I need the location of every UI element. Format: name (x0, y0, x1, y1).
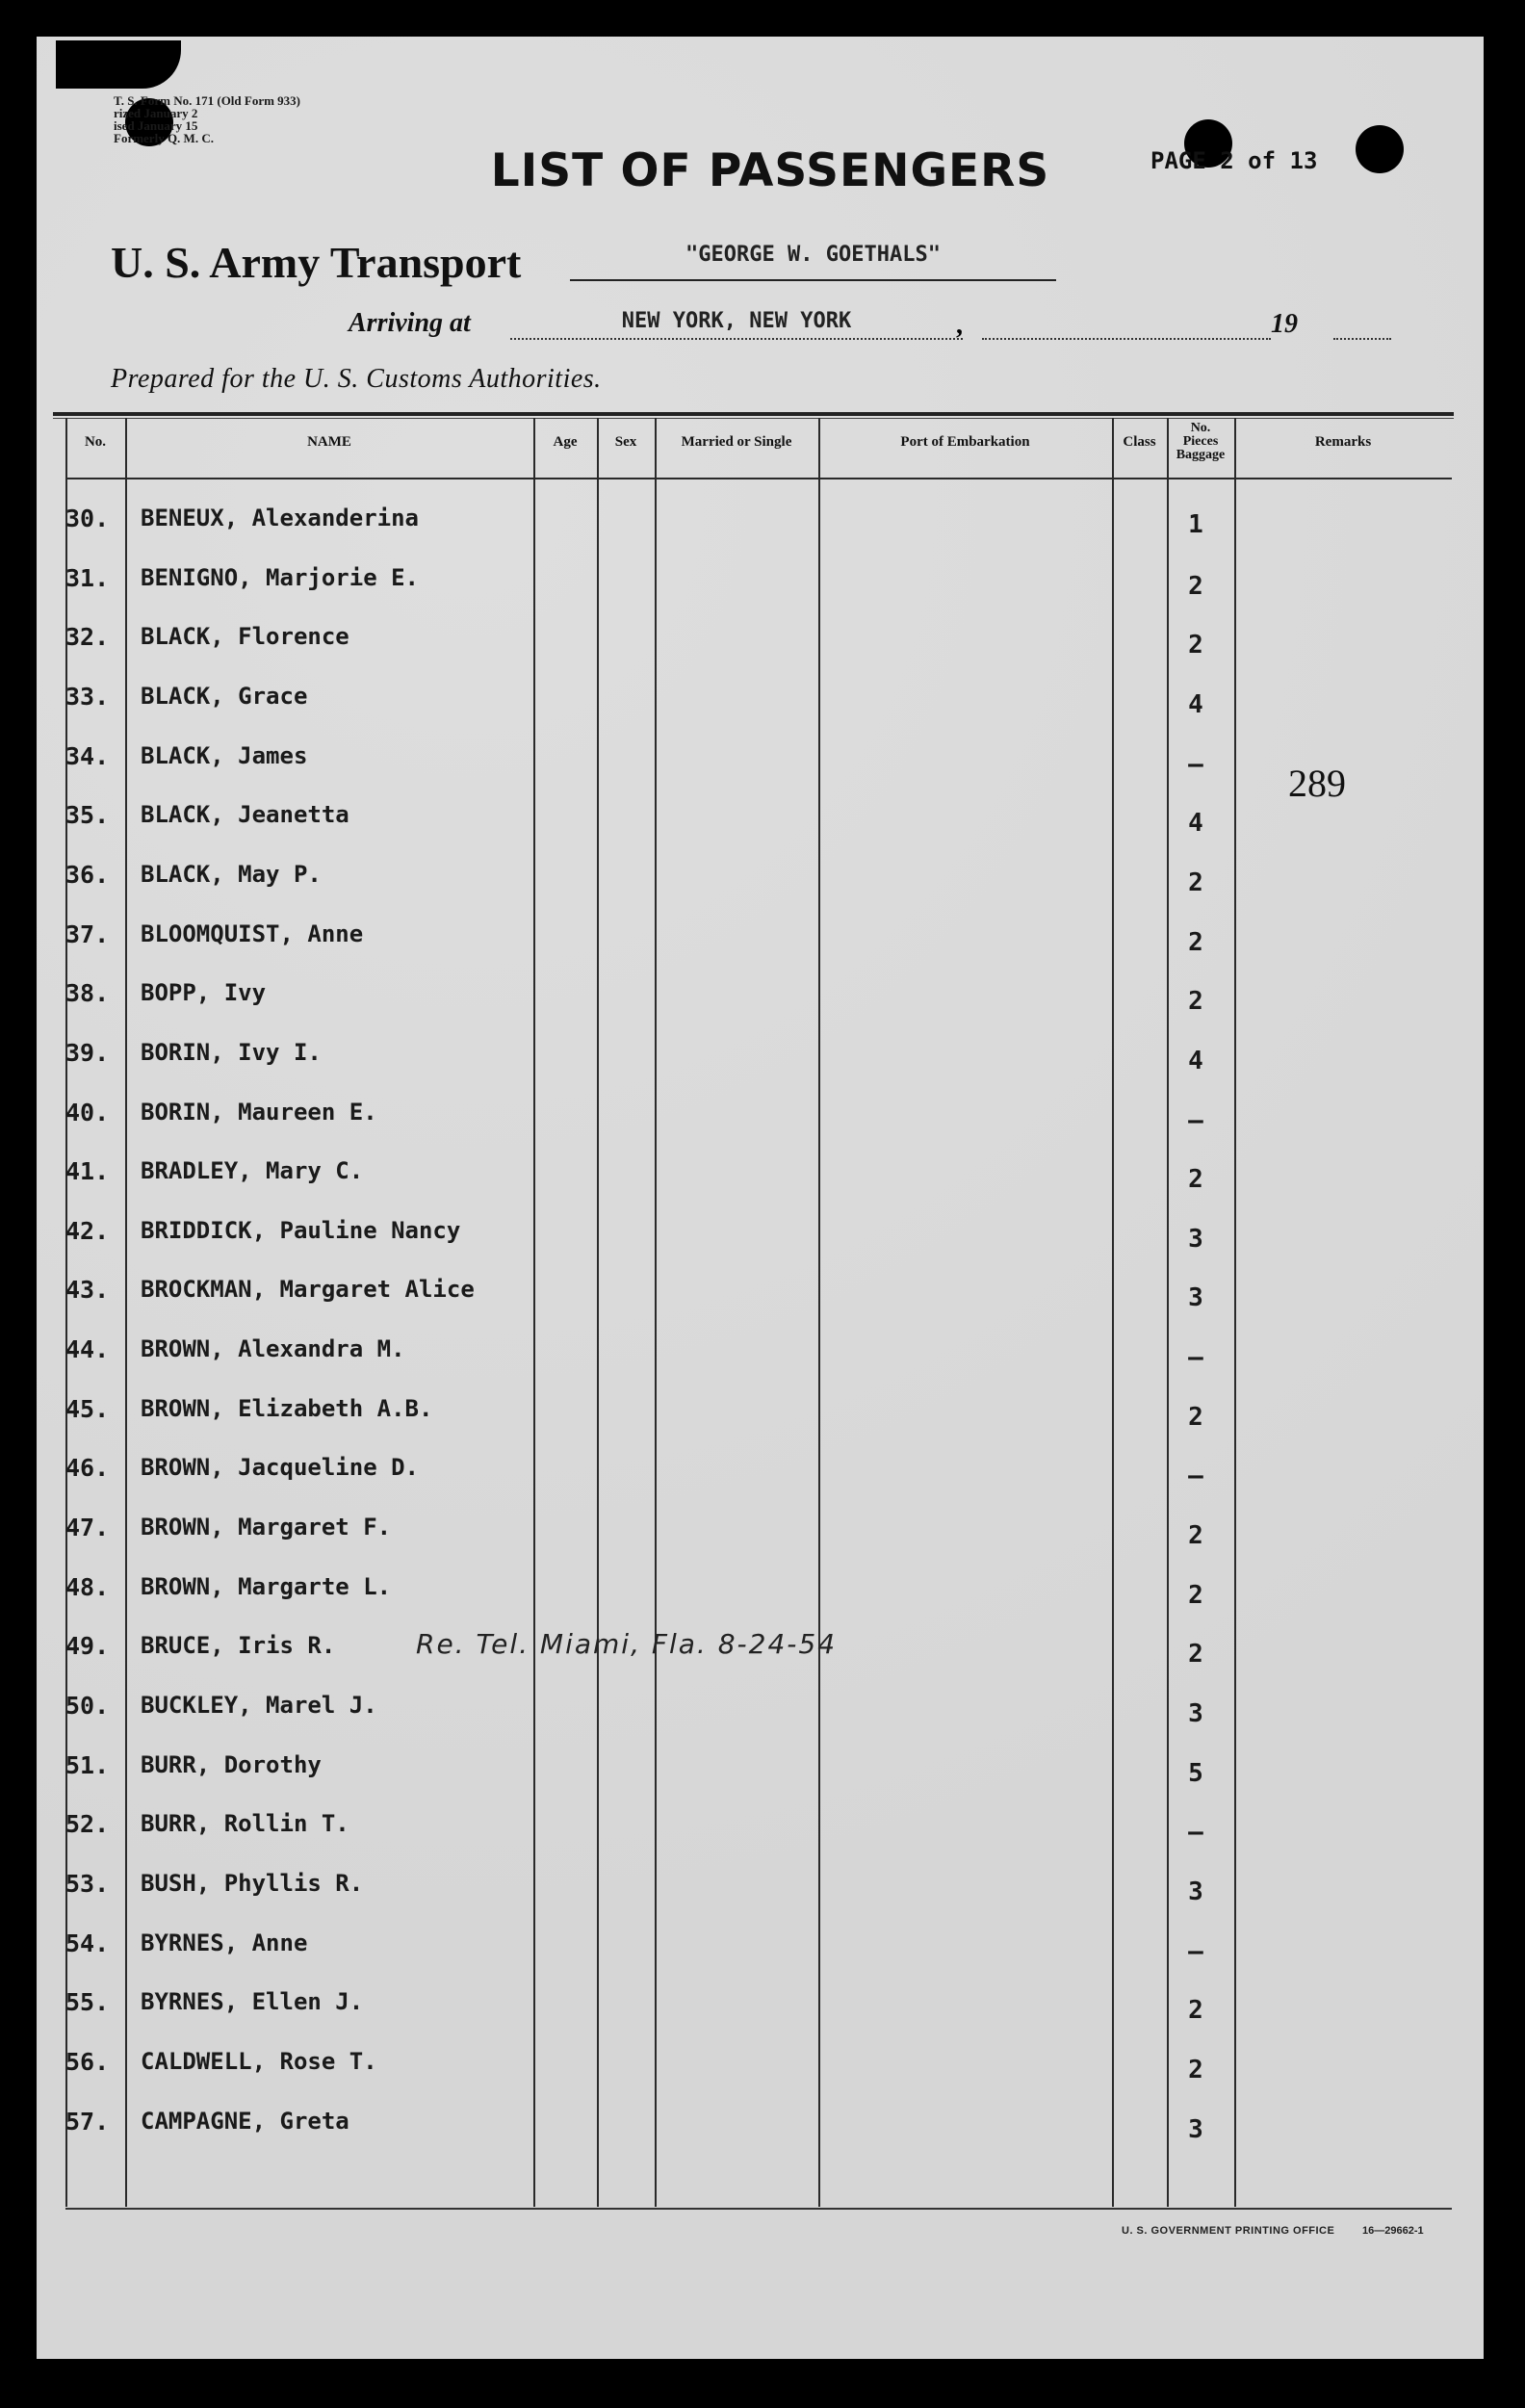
table-row (0, 2108, 1525, 2144)
table-row (0, 1573, 1525, 1610)
handwritten-annotation: Re. Tel. Miami, Fla. 8-24-54 (416, 1628, 838, 1660)
col-header-married: Married or Single (681, 434, 792, 450)
baggage-pieces: — (1188, 1937, 1203, 1966)
table-row (0, 1988, 1525, 2025)
row-number: 32. (65, 623, 110, 651)
passenger-name: BORIN, Maureen E. (141, 1099, 377, 1126)
baggage-pieces: 4 (1188, 690, 1203, 719)
passenger-name: BROWN, Elizabeth A.B. (141, 1395, 433, 1422)
year-blank (1333, 309, 1391, 340)
passenger-name: BURR, Rollin T. (141, 1810, 349, 1837)
passenger-name: BUCKLEY, Marel J. (141, 1692, 377, 1719)
remark-number: 289 (1288, 762, 1346, 805)
row-number: 46. (65, 1454, 110, 1482)
row-number: 30. (65, 505, 110, 532)
baggage-pieces: 2 (1188, 987, 1203, 1016)
passenger-name: BROCKMAN, Margaret Alice (141, 1276, 475, 1303)
col-header-class: Class (1123, 434, 1156, 450)
passenger-name: BYRNES, Ellen J. (141, 1988, 364, 2015)
passenger-name: BLACK, Jeanetta (141, 801, 349, 828)
baggage-pieces: 4 (1188, 809, 1203, 838)
col-header-name: NAME (307, 434, 351, 450)
row-number: 57. (65, 2108, 110, 2136)
table-row (0, 2048, 1525, 2084)
year-label: 19 (1271, 309, 1298, 339)
passenger-name: BENEUX, Alexanderina (141, 505, 419, 531)
passenger-name: BLACK, May P. (141, 861, 322, 888)
table-row (0, 1751, 1525, 1788)
row-number: 42. (65, 1217, 110, 1245)
table-row (0, 861, 1525, 897)
separator-comma: , (956, 310, 963, 340)
table-row (0, 1217, 1525, 1254)
row-number: 39. (65, 1039, 110, 1067)
baggage-pieces: 2 (1188, 1165, 1203, 1194)
table-row (0, 1514, 1525, 1550)
baggage-pieces: 3 (1188, 1699, 1203, 1728)
row-number: 41. (65, 1157, 110, 1185)
baggage-pieces: 3 (1188, 1225, 1203, 1254)
col-header-pieces-line: Baggage (1176, 448, 1226, 462)
table-row (0, 1157, 1525, 1194)
form-line: rized January 2 (114, 106, 198, 120)
passenger-name: BLACK, James (141, 742, 308, 769)
row-number: 52. (65, 1810, 110, 1838)
passenger-name: BROWN, Margarte L. (141, 1573, 392, 1600)
table-row (0, 1276, 1525, 1312)
table-row (0, 505, 1525, 539)
row-number: 37. (65, 920, 110, 948)
transport-label: U. S. Army Transport (111, 238, 522, 287)
passenger-name: BROWN, Alexandra M. (141, 1335, 405, 1362)
ship-name: "GEORGE W. GOETHALS" (570, 243, 1056, 281)
row-number: 33. (65, 683, 110, 711)
arriving-port: NEW YORK, NEW YORK (510, 309, 963, 340)
passenger-name: BENIGNO, Marjorie E. (141, 564, 419, 591)
header-rule (53, 418, 1454, 419)
passenger-name: BROWN, Jacqueline D. (141, 1454, 419, 1481)
table-row (0, 1335, 1525, 1372)
col-header-pieces (1167, 422, 1234, 462)
passenger-name: BURR, Dorothy (141, 1751, 322, 1778)
passenger-name: CAMPAGNE, Greta (141, 2108, 349, 2135)
baggage-pieces: — (1188, 1343, 1203, 1372)
page-title: LIST OF PASSENGERS (490, 144, 1050, 197)
arriving-label: Arriving at (349, 308, 471, 338)
table-row (0, 1810, 1525, 1847)
row-number: 35. (65, 801, 110, 829)
prepared-for: Prepared for the U. S. Customs Authorities. (111, 364, 602, 394)
form-number-block (114, 94, 383, 144)
table-row (0, 623, 1525, 660)
column-header-rule (65, 478, 1452, 479)
baggage-pieces: — (1188, 1106, 1203, 1135)
baggage-pieces: — (1188, 750, 1203, 779)
row-number: 36. (65, 861, 110, 889)
col-header-remarks: Remarks (1314, 434, 1372, 450)
table-row (0, 1039, 1525, 1075)
baggage-pieces: 5 (1188, 1759, 1203, 1788)
row-number: 56. (65, 2048, 110, 2076)
baggage-pieces: 2 (1188, 868, 1203, 897)
punch-hole (1356, 125, 1404, 173)
baggage-pieces: 1 (1188, 510, 1203, 539)
passenger-name: CALDWELL, Rose T. (141, 2048, 377, 2075)
baggage-pieces: 2 (1188, 572, 1203, 601)
passenger-name: BOPP, Ivy (141, 979, 267, 1006)
baggage-pieces: 2 (1188, 928, 1203, 957)
row-number: 34. (65, 742, 110, 770)
passenger-name: BLACK, Grace (141, 683, 308, 710)
col-header-sex: Sex (614, 434, 637, 450)
table-row (0, 564, 1525, 601)
row-number: 40. (65, 1099, 110, 1126)
passenger-name: BLACK, Florence (141, 623, 349, 650)
form-code: 16—29662-1 (1362, 2225, 1424, 2237)
baggage-pieces: 2 (1188, 1581, 1203, 1610)
col-header-pieces-line: No. (1190, 421, 1211, 435)
baggage-pieces: 2 (1188, 1996, 1203, 2025)
baggage-pieces: 2 (1188, 2056, 1203, 2084)
passenger-name: BUSH, Phyllis R. (141, 1870, 364, 1897)
col-header-pieces-line: Pieces (1182, 434, 1219, 449)
row-number: 38. (65, 979, 110, 1007)
table-row (0, 1870, 1525, 1906)
col-header-age: Age (553, 434, 578, 450)
baggage-pieces: 3 (1188, 2115, 1203, 2144)
baggage-pieces: 2 (1188, 1640, 1203, 1669)
col-header-port: Port of Embarkation (900, 434, 1030, 450)
form-line: ised January 15 (114, 118, 198, 133)
baggage-pieces: 2 (1188, 631, 1203, 660)
passenger-name: BORIN, Ivy I. (141, 1039, 322, 1066)
passenger-name: BRUCE, Iris R. (141, 1632, 336, 1659)
passenger-name: BLOOMQUIST, Anne (141, 920, 364, 947)
row-number: 55. (65, 1988, 110, 2016)
table-row (0, 1692, 1525, 1728)
date-blank (982, 309, 1271, 340)
table-row (0, 1929, 1525, 1966)
row-number: 47. (65, 1514, 110, 1541)
table-row (0, 979, 1525, 1016)
baggage-pieces: 2 (1188, 1403, 1203, 1432)
header-rule (53, 412, 1454, 416)
printer-credit: U. S. GOVERNMENT PRINTING OFFICE (1122, 2225, 1335, 2237)
passenger-name: BRIDDICK, Pauline Nancy (141, 1217, 461, 1244)
baggage-pieces: 3 (1188, 1283, 1203, 1312)
torn-corner (56, 40, 181, 89)
table-row (0, 1454, 1525, 1490)
baggage-pieces: 3 (1188, 1877, 1203, 1906)
row-number: 54. (65, 1929, 110, 1957)
row-number: 49. (65, 1632, 110, 1660)
baggage-pieces: — (1188, 1818, 1203, 1847)
row-number: 50. (65, 1692, 110, 1720)
row-number: 44. (65, 1335, 110, 1363)
footer-rule (65, 2208, 1452, 2210)
passenger-name: BROWN, Margaret F. (141, 1514, 392, 1541)
table-row (0, 683, 1525, 719)
table-row (0, 920, 1525, 957)
row-number: 43. (65, 1276, 110, 1304)
row-number: 45. (65, 1395, 110, 1423)
form-line: Formerly Q. M. C. (114, 131, 214, 145)
row-number: 53. (65, 1870, 110, 1898)
baggage-pieces: — (1188, 1462, 1203, 1490)
form-line: T. S. Form No. 171 (Old Form 933) (114, 93, 301, 108)
passenger-name: BYRNES, Anne (141, 1929, 308, 1956)
table-row (0, 1395, 1525, 1432)
passenger-name: BRADLEY, Mary C. (141, 1157, 364, 1184)
col-header-no: No. (84, 434, 107, 450)
row-number: 31. (65, 564, 110, 592)
row-number: 51. (65, 1751, 110, 1779)
page-number: PAGE 2 of 13 (1150, 147, 1318, 174)
table-row (0, 1099, 1525, 1135)
baggage-pieces: 4 (1188, 1047, 1203, 1075)
baggage-pieces: 2 (1188, 1521, 1203, 1550)
row-number: 48. (65, 1573, 110, 1601)
